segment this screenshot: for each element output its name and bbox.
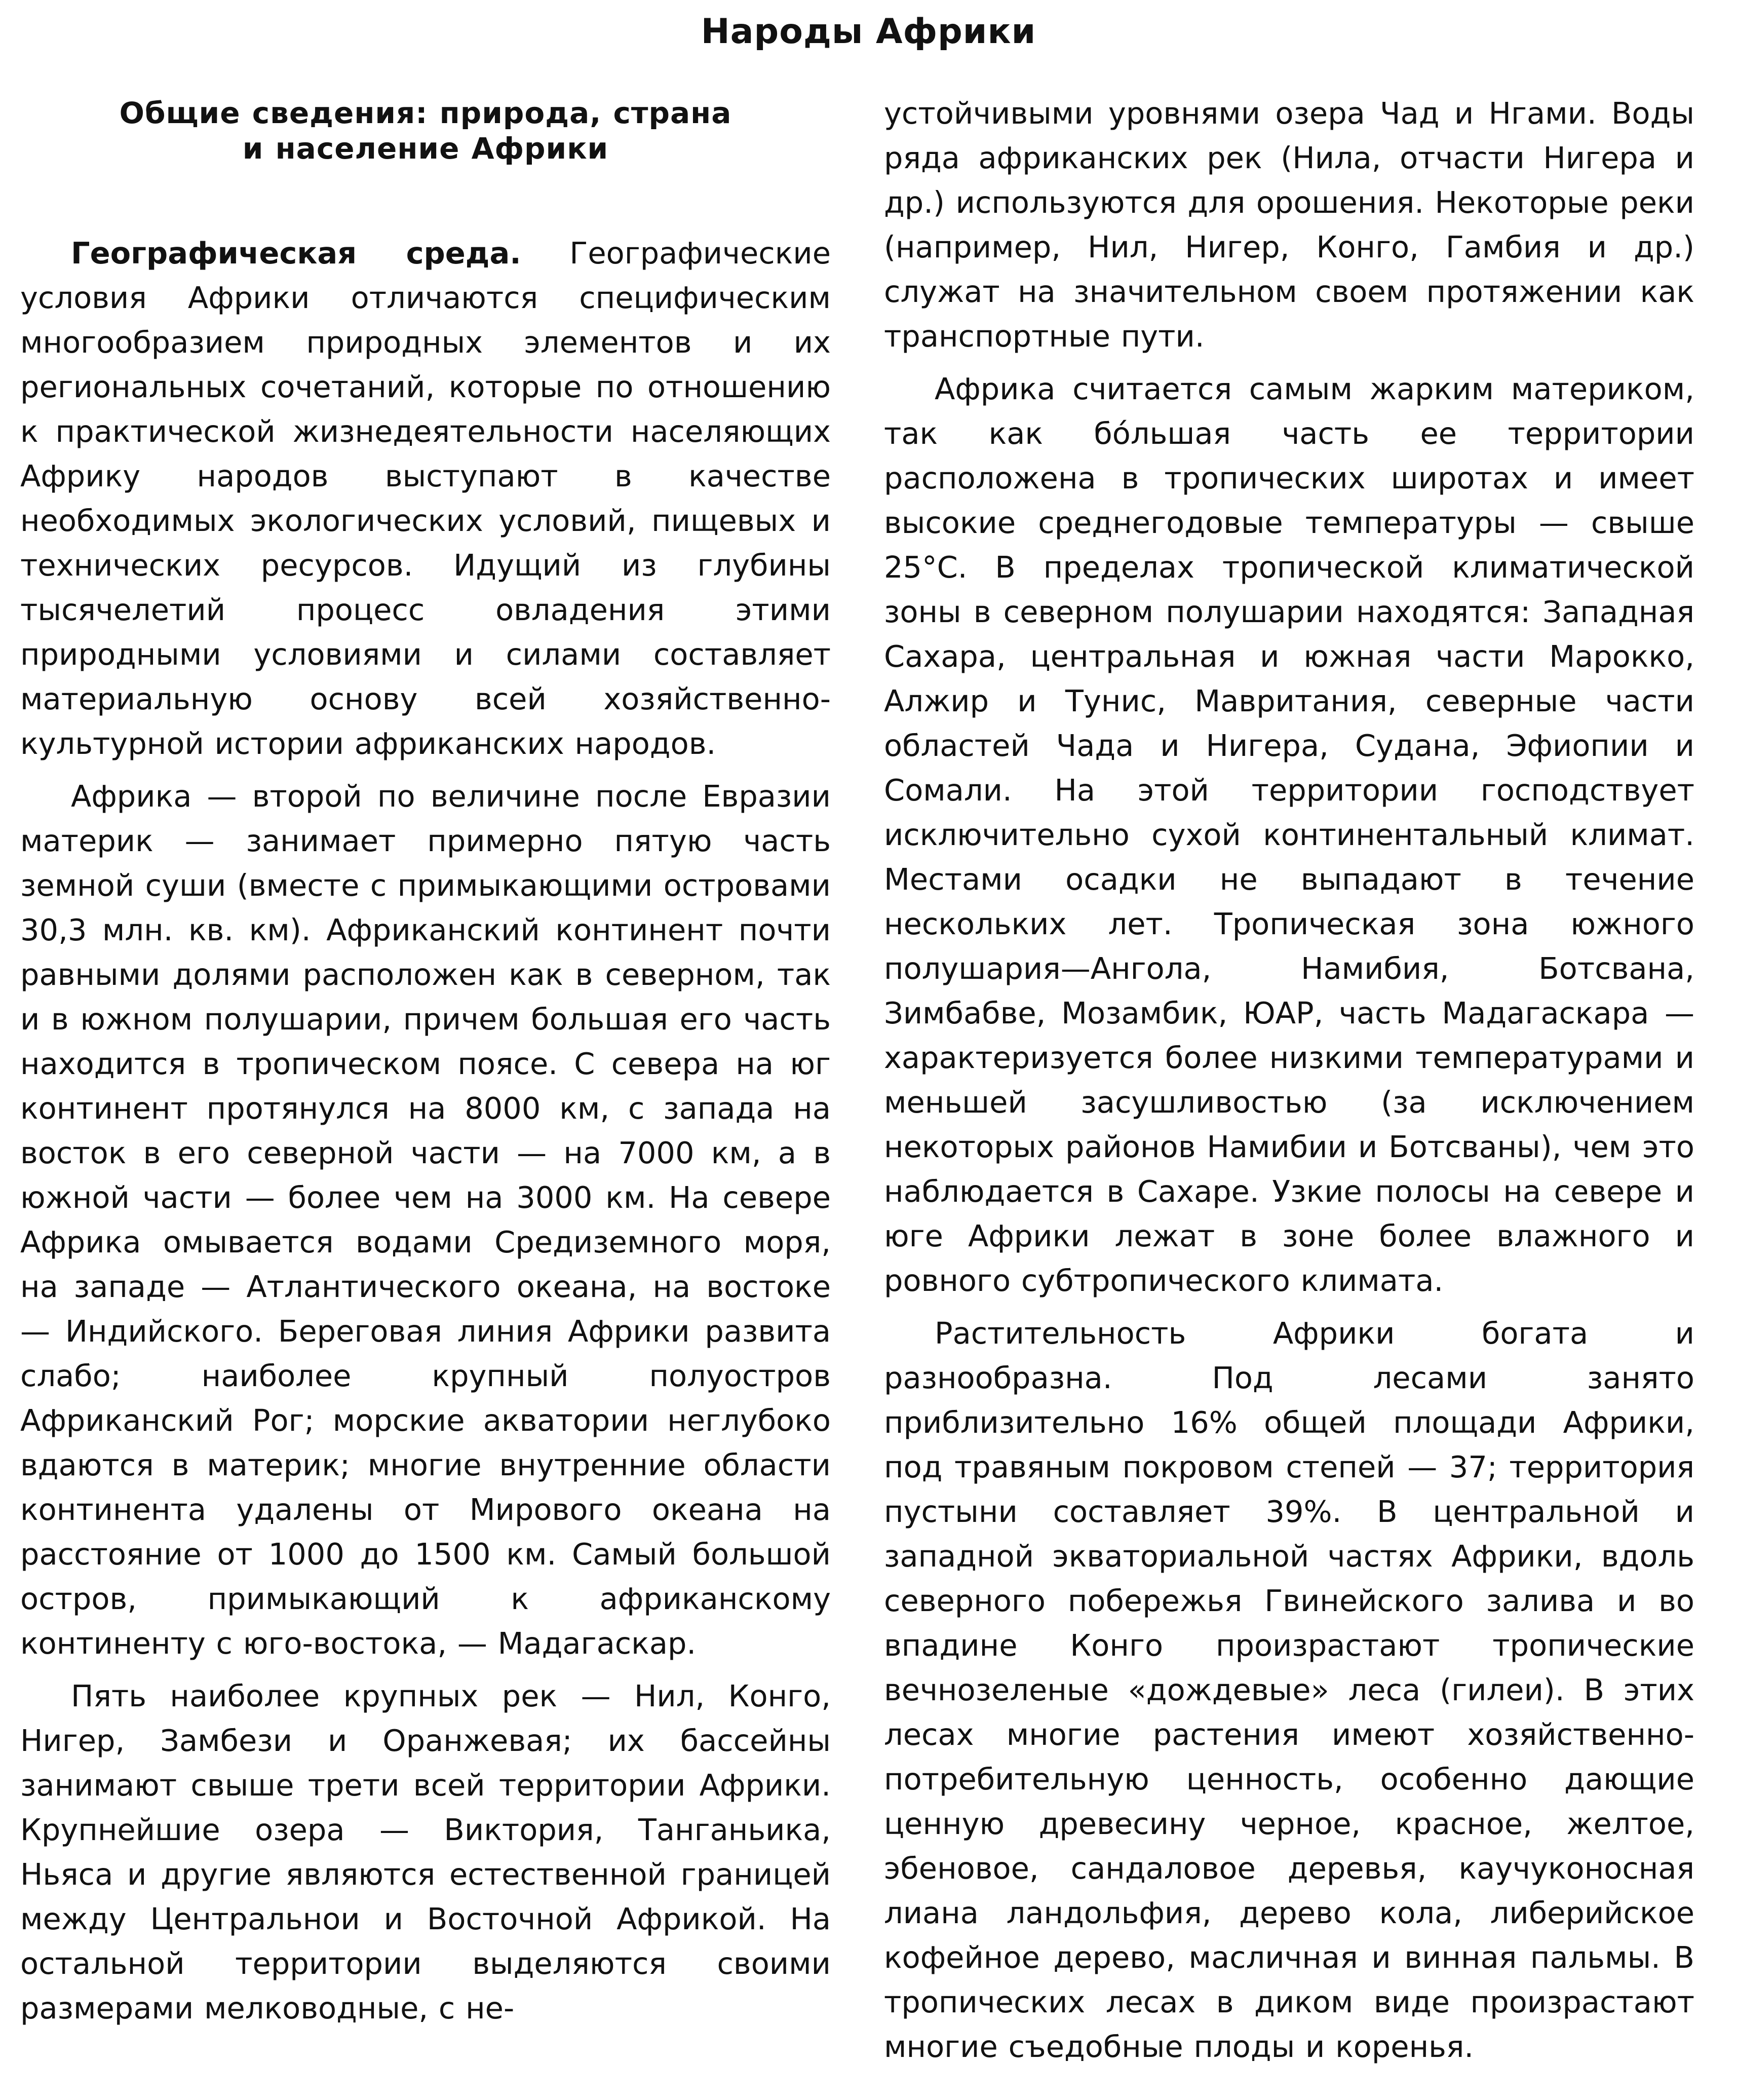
paragraph-climate: Африка считается самым жарким материком, так как бо́льшая часть ее территории расположена в тропических широтах и имеет высокие среднегодовые температуры — свыше 25°С. В пределах тропической климатической зоны в северном полушарии находятся: Западная Сахара, центральная и южная части Марокко, Алжир и Тунис, Мавритания, северные части областей Чада и Нигера, Судана, Эфиопии и Сомали. На этой территории господствует исключительно сухой континентальный климат. Местами осадки не выпадают в течение нескольких лет. Тропическая зона южного полушария—Ангола, Намибия, Ботсвана, Зимбабве, Мозамбик, ЮАР, часть Мадагаскара — характеризуется более низкими температурами и меньшей засушливостью (за исключением некоторых районов Намибии и Ботсваны), чем это наблюдается в Сахаре. Узкие полосы на севере и юге Африки лежат в зоне более влажного и ровного субтропического климата. [884, 371, 1694, 1298]
section-heading-line-1: Общие сведения: природа, страна [119, 96, 732, 130]
right-column [884, 91, 1694, 2077]
run-in-heading: Географическая среда. [71, 236, 521, 271]
paragraph-text: Географические условия Африки отличаются специфическим многообразием природных элементов и их региональных сочетаний, которые по отношению к практической жизнедеятельности населяющих Африку народов выступают в качестве необходимых экологических условий, пищевых и технических ресурсов. Идущий из глубины тысячелетий процесс овладения этими природными условиями и силами составляет материальную основу всей хозяйственно-культурной истории африканских народов. [20, 236, 831, 761]
paragraph-vegetation: Растительность Африки богата и разнообразна. Под лесами занято приблизительно 16% общей площади Африки, под травяным покровом степей — 37; территория пустыни составляет 39%. В центральной и западной экваториальной частях Африки, вдоль северного побережья Гвинейского залива и во впадине Конго произрастают тропические вечнозеленые «дождевые» леса (гилеи). В этих лесах многие растения имеют хозяйственно-потребительную ценность, особенно дающие ценную древесину черное, красное, желтое, эбеновое, сандаловое деревья, каучуконосная лиана ландольфия, дерево кола, либерийское кофейное дерево, масличная и винная пальмы. В тропических лесах в диком виде произрастают многие съедобные плоды и коренья. [884, 1316, 1694, 2064]
page-title: Народы Африки [701, 12, 1036, 52]
paragraph-rivers-lakes: Пять наиболее крупных рек — Нил, Конго, Нигер, Замбези и Оранжевая; их бассейны занимают свыше трети всей территории Африки. Крупнейшие озера — Виктория, Танганьика, Ньяса и другие являются естественной границей между Центральнои и Восточной Африкой. На остальной территории выделяются своими размерами мелководные, с не- [20, 1678, 831, 2026]
paragraph-continent-size: Африка — второй по величине после Евразии материк — занимает примерно пятую часть земной суши (вместе с примыкающими островами 30,3 млн. кв. км). Африканский континент почти равными долями расположен как в северном, так и в южном полушарии, причем большая его часть находится в тропическом поясе. С севера на юг континент протянулся на 8000 км, с запада на восток в его северной части — на 7000 км, а в южной части — более чем на 3000 км. На севере Африка омывается водами Средиземного моря, на западе — Атлантического океана, на востоке — Индийского. Береговая линия Африки развита слабо; наиболее крупный полуостров Африканский Рог; морские акватории неглубоко вдаются в материк; многие внутренние области континента удалены от Мирового океана на расстояние от 1000 до 1500 км. Самый большой остров, примыкающий к африканскому континенту с юго-востока, — Мадагаскар. [20, 779, 831, 1661]
left-column [20, 91, 831, 2039]
section-heading [20, 95, 831, 166]
paragraph-geographic-environment [20, 231, 831, 766]
paragraph-continued: устойчивыми уровнями озера Чад и Нгами. Воды ряда африканских рек (Нила, отчасти Нигера и др.) используются для орошения. Некоторые реки (например, Нил, Нигер, Конго, Гамбия и др.) служат на значительном своем протяжении как транспортные пути. [884, 96, 1694, 354]
section-heading-line-2: и население Африки [242, 131, 609, 166]
